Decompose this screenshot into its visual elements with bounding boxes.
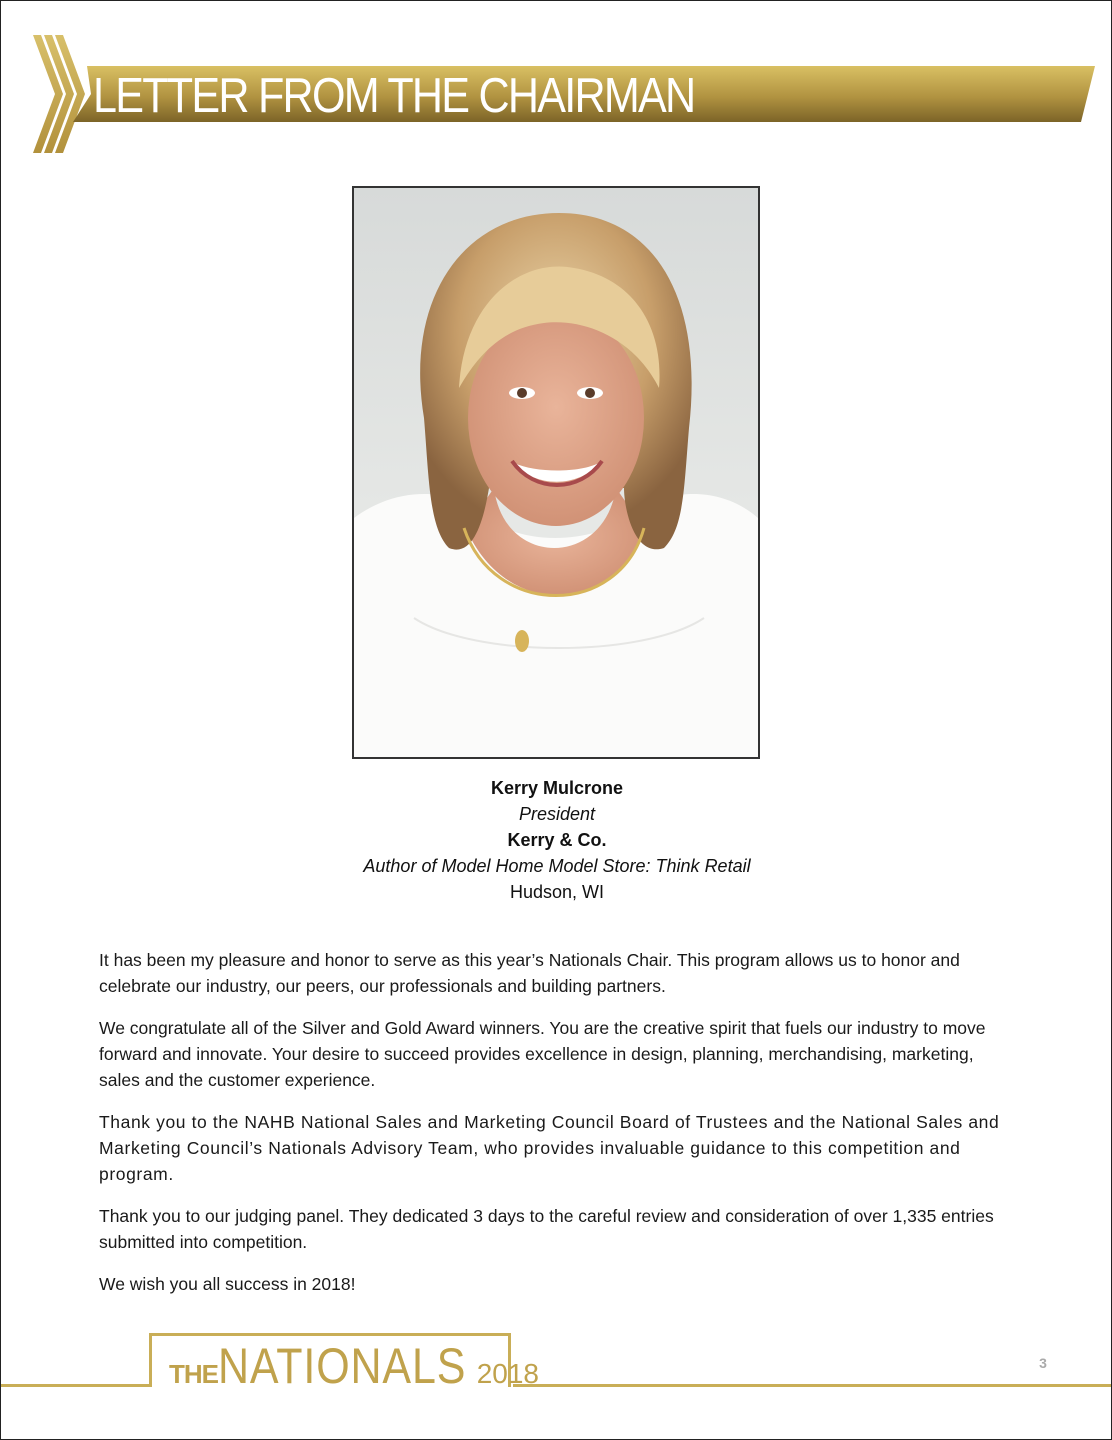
body-paragraph: We congratulate all of the Silver and Gold Award winners. You are the creative spirit that fuels our industry to move forward and innovate. Your desire to succeed provides excellence in design, planning, merchandising, marketing, sales and the customer experience. [99,1018,986,1090]
portrait-photo [352,186,760,759]
nationals-logo [169,1337,539,1394]
author-credit: Author of Model Home Model Store: Think Retail [363,856,751,876]
body-paragraph: We wish you all success in 2018! [99,1274,356,1294]
person-role: President [518,804,596,824]
footer-rule-left [1,1384,151,1387]
body-paragraph: It has been my pleasure and honor to serve as this year’s Nationals Chair. This program allows us to honor and celebrate our industry, our peers, our professionals and building partners. [99,950,960,996]
photo-caption [257,775,857,905]
logo-year: 2018 [476,1358,539,1389]
page-title: LETTER FROM THE CHAIRMAN [93,69,695,123]
person-name: Kerry Mulcrone [490,778,624,798]
letter-body [99,947,1019,1313]
body-paragraph: Thank you to the NAHB National Sales and Marketing Council Board of Trustees and the National Sales and Marketing Council’s Nationals Advisory Team, who provides invaluable guidance to this competition and program. [99,1112,1000,1184]
page-number: 3 [1039,1355,1047,1371]
body-paragraph: Thank you to our judging panel. They dedicated 3 days to the careful review and consideration of over 1,335 entries submitted into competition. [99,1206,994,1252]
company-name: Kerry & Co. [507,830,607,850]
logo-nationals: NATIONALS [218,1338,467,1394]
footer-rule-right [513,1384,1111,1387]
location: Hudson, WI [509,882,605,902]
logo-the: THE [169,1359,218,1389]
